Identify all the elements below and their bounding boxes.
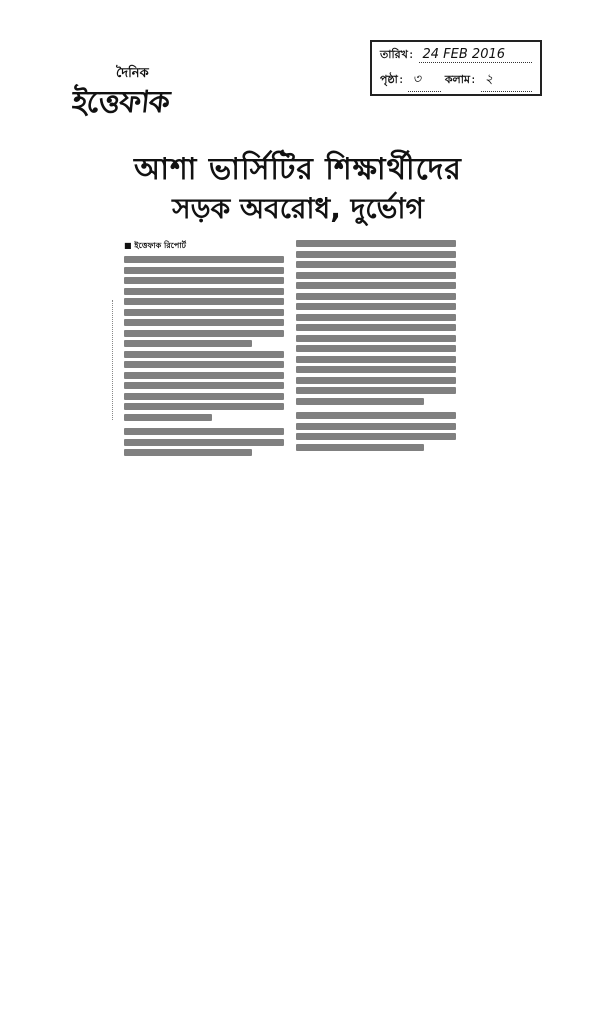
text-line [296, 240, 456, 247]
text-line [124, 403, 284, 410]
text-line [124, 319, 284, 326]
text-line [124, 414, 212, 421]
masthead-name: ইত্তেফাক [70, 85, 171, 120]
text-line [124, 393, 284, 400]
text-line [124, 382, 284, 389]
margin-mark [112, 300, 117, 420]
text-line [296, 303, 456, 310]
headline-line-2: সড়ক অবরোধ, দুর্ভোগ [172, 192, 424, 225]
text-line [124, 330, 284, 337]
article-column-right [296, 240, 456, 455]
text-line [296, 398, 424, 405]
stamp-date-label: তারিখ [380, 48, 408, 61]
masthead-small-text: দৈনিক [116, 66, 149, 81]
text-line [296, 433, 456, 440]
text-line [124, 351, 284, 358]
text-line [296, 261, 456, 268]
stamp-date-row: তারিখ : 24 FEB 2016 [380, 46, 532, 70]
text-line [124, 298, 284, 305]
text-line [296, 387, 456, 394]
text-line [296, 324, 456, 331]
text-line [296, 293, 456, 300]
stamp-column-label: কলাম [444, 73, 471, 86]
text-line [124, 361, 284, 368]
stamp-page-row: পৃষ্ঠা : ৩ কলাম : ২ [380, 70, 532, 94]
article-body [124, 240, 460, 455]
clipping-date-stamp [370, 40, 542, 96]
text-line [296, 366, 456, 373]
text-line [296, 345, 456, 352]
text-line [124, 449, 252, 456]
text-line [296, 272, 456, 279]
text-line [124, 277, 284, 284]
stamp-column-value: ২ [481, 70, 532, 92]
headline-line-1: আশা ভার্সিটির শিক্ষার্থীদের [134, 152, 462, 187]
text-line [296, 412, 456, 419]
text-line [296, 356, 456, 363]
text-line [296, 444, 424, 451]
text-line [296, 282, 456, 289]
article-column-left [124, 240, 284, 455]
stamp-page-value: ৩ [408, 70, 440, 92]
stamp-date-value: 24 FEB 2016 [419, 47, 533, 63]
text-line [124, 288, 284, 295]
text-line [124, 428, 284, 435]
text-line [124, 309, 284, 316]
text-line [296, 335, 456, 342]
text-line [296, 423, 456, 430]
text-line [296, 377, 456, 384]
text-line [124, 267, 284, 274]
text-line [296, 314, 456, 321]
text-line [124, 340, 252, 347]
newspaper-masthead [72, 64, 202, 120]
text-line [296, 251, 456, 258]
stamp-page-label: পৃষ্ঠা [380, 73, 398, 86]
article-headline [128, 150, 468, 228]
text-line [124, 439, 284, 446]
text-line [124, 372, 284, 379]
article-byline: ■ ইত্তেফাক রিপোর্ট [124, 240, 284, 253]
text-line [124, 256, 284, 263]
